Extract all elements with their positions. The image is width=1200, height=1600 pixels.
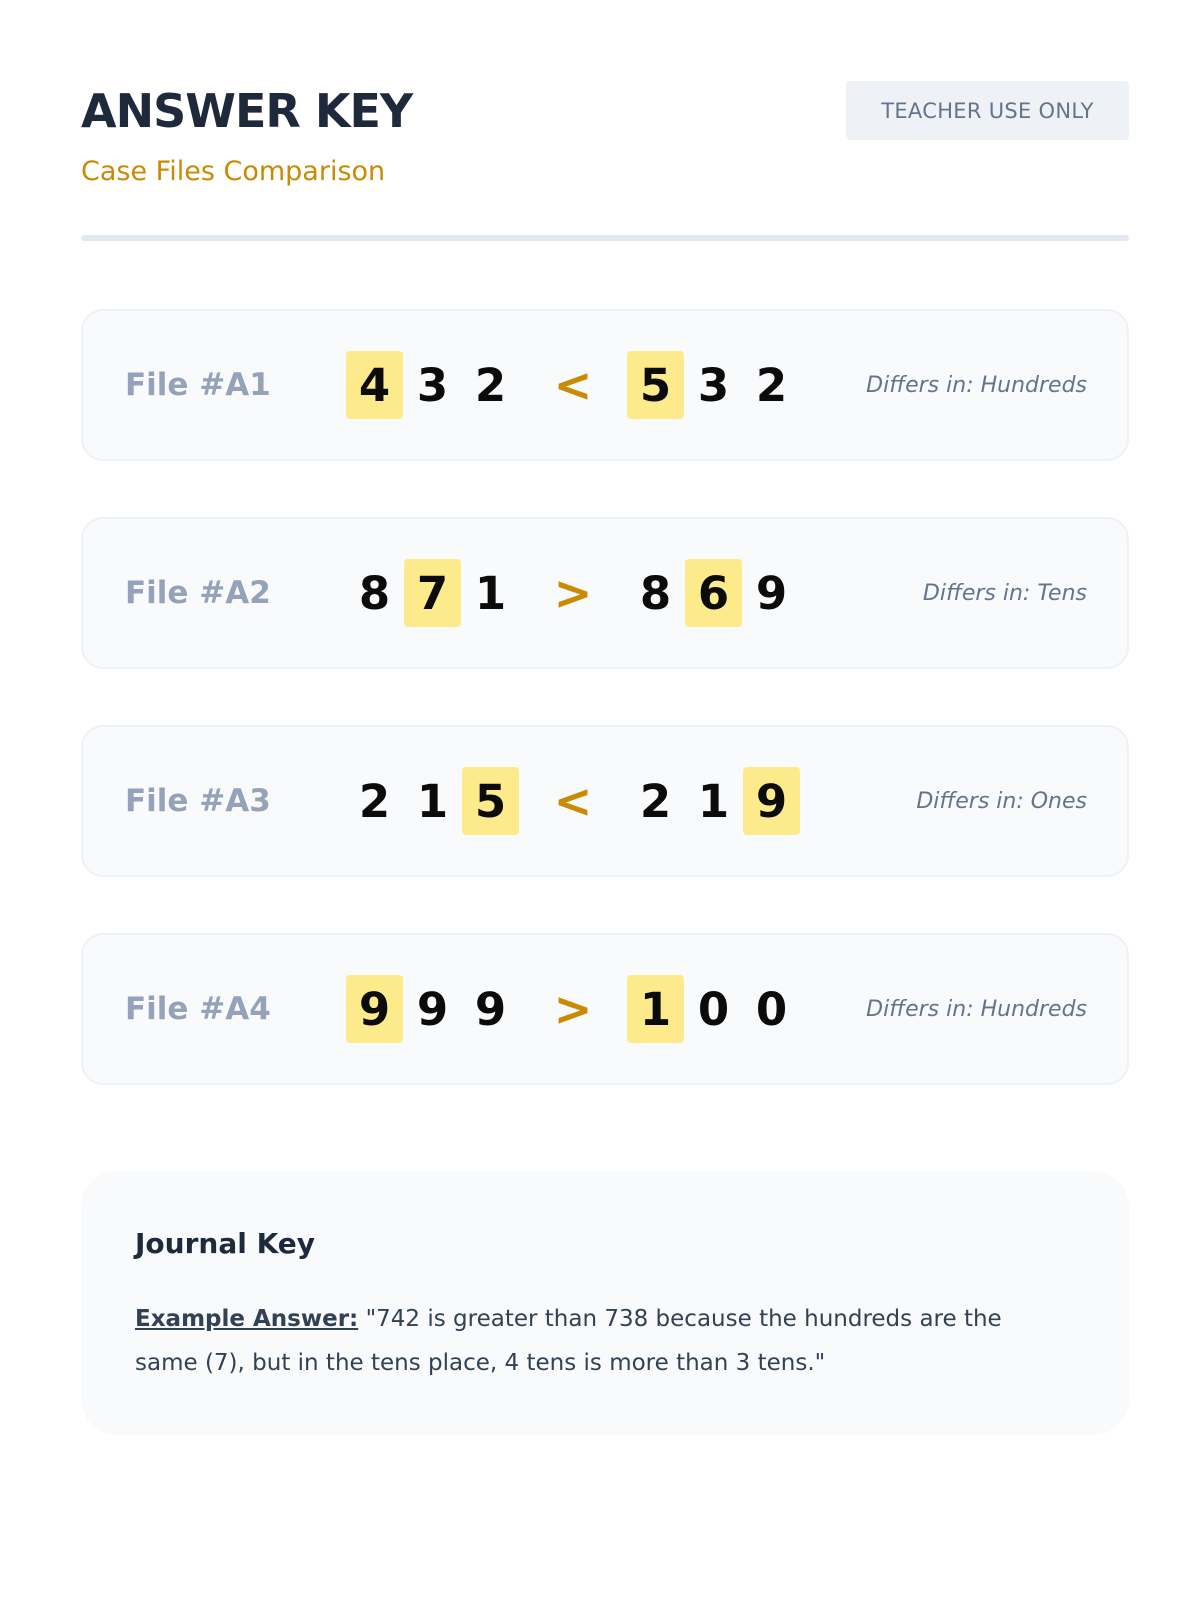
- page-title: ANSWER KEY: [81, 84, 413, 138]
- highlighted-digit: 1: [627, 975, 684, 1043]
- left-number: [346, 975, 519, 1043]
- digit: 1: [474, 566, 507, 620]
- journal-example: [135, 1297, 1035, 1385]
- digit: 1: [697, 774, 730, 828]
- digit: 8: [639, 566, 672, 620]
- number-comparison: [273, 935, 873, 1083]
- differs-note: Differs in: Tens: [922, 580, 1087, 606]
- header-divider: [81, 235, 1129, 241]
- right-number: [627, 767, 800, 835]
- comparison-symbol: <: [553, 774, 593, 828]
- digit: 9: [416, 982, 449, 1036]
- answer-key-page: [81, 0, 1129, 1376]
- highlighted-digit: 6: [685, 559, 742, 627]
- comparison-symbol: <: [553, 358, 593, 412]
- example-answer-label: Example Answer:: [135, 1306, 359, 1332]
- digit: 2: [474, 358, 507, 412]
- digit: 3: [416, 358, 449, 412]
- example-answer-text: "742 is greater than 738 because the hundreds are the same (7), but in the tens place, 4 tens is more than 3 tens.": [135, 1306, 1002, 1376]
- number-comparison: [273, 519, 873, 667]
- comparison-cards: [81, 309, 1129, 1141]
- right-number: [627, 975, 800, 1043]
- file-card: [81, 933, 1129, 1085]
- differs-note: Differs in: Hundreds: [866, 996, 1087, 1022]
- file-card: [81, 517, 1129, 669]
- left-number: [346, 559, 519, 627]
- file-label: File #A4: [125, 991, 271, 1027]
- digit: 1: [416, 774, 449, 828]
- file-card: [81, 309, 1129, 461]
- page-subtitle: Case Files Comparison: [81, 156, 386, 187]
- number-comparison: [273, 727, 873, 875]
- differs-note: Differs in: Ones: [916, 788, 1087, 814]
- digit: 8: [358, 566, 391, 620]
- differs-note: Differs in: Hundreds: [866, 372, 1087, 398]
- digit: 9: [755, 566, 788, 620]
- header: [81, 0, 1129, 240]
- comparison-symbol: >: [553, 566, 593, 620]
- digit: 2: [358, 774, 391, 828]
- highlighted-digit: 5: [627, 351, 684, 419]
- digit: 2: [639, 774, 672, 828]
- highlighted-digit: 4: [346, 351, 403, 419]
- digit: 2: [755, 358, 788, 412]
- highlighted-digit: 9: [346, 975, 403, 1043]
- digit: 0: [755, 982, 788, 1036]
- journal-title: Journal Key: [135, 1227, 316, 1260]
- digit: 9: [474, 982, 507, 1036]
- digit: 3: [697, 358, 730, 412]
- highlighted-digit: 9: [743, 767, 800, 835]
- digit: 0: [697, 982, 730, 1036]
- comparison-symbol: >: [553, 982, 593, 1036]
- right-number: [627, 559, 800, 627]
- highlighted-digit: 5: [462, 767, 519, 835]
- left-number: [346, 351, 519, 419]
- file-label: File #A1: [125, 367, 271, 403]
- left-number: [346, 767, 519, 835]
- highlighted-digit: 7: [404, 559, 461, 627]
- file-card: [81, 725, 1129, 877]
- number-comparison: [273, 311, 873, 459]
- teacher-use-badge: TEACHER USE ONLY: [846, 81, 1129, 140]
- journal-key-panel: [81, 1171, 1129, 1435]
- file-label: File #A2: [125, 575, 271, 611]
- file-label: File #A3: [125, 783, 271, 819]
- right-number: [627, 351, 800, 419]
